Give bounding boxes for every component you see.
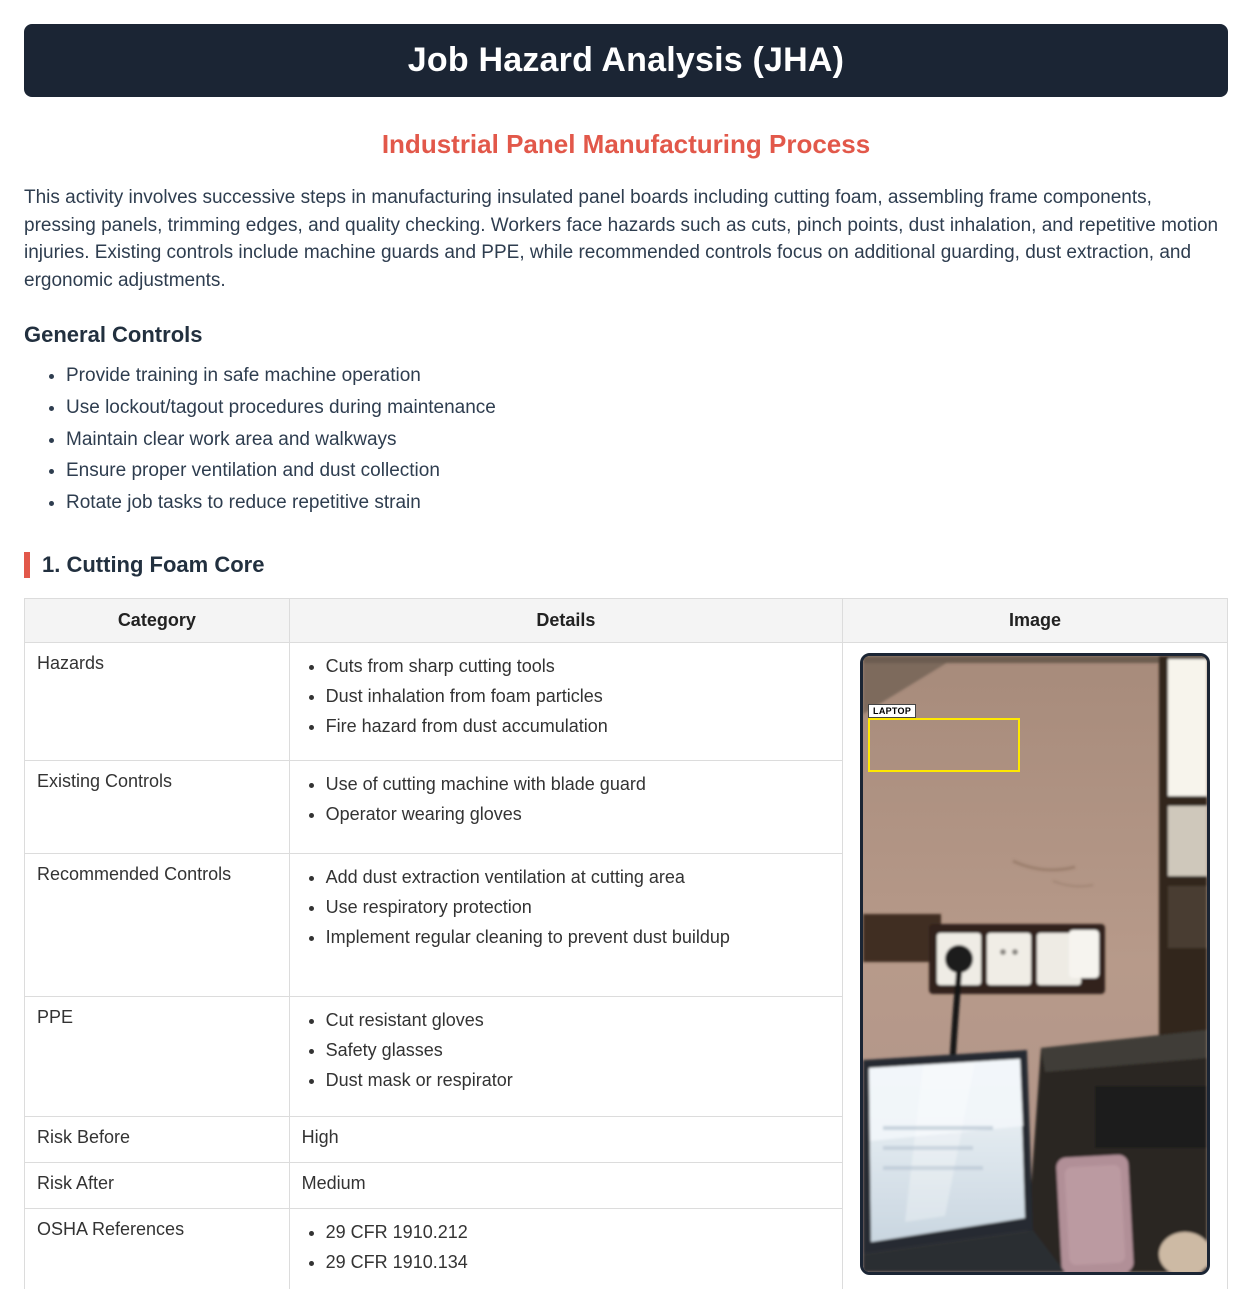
detail-item: • Dust mask or respirator: [326, 1069, 830, 1092]
details-list: [326, 773, 830, 827]
details-cell: [289, 996, 842, 1116]
col-header-category: Category: [25, 598, 290, 642]
detail-item: • 29 CFR 1910.212: [326, 1221, 830, 1244]
intro-paragraph: This activity involves successive steps in manufacturing insulated panel boards including cutting foam, assembling frame components, pressing panels, trimming edges, and quality checking. Workers face hazards such as cuts, pinch points, dust inhalation, and repetitive motion injuries. Existing controls include machine guards and PPE, while recommended controls focus on additional guarding, dust extraction, and ergonomic adjustments.: [24, 187, 1219, 291]
hazard-photo: [860, 653, 1210, 1275]
document-header: [24, 24, 1228, 97]
details-cell: [289, 642, 842, 760]
category-cell: PPE: [25, 996, 290, 1116]
detail-item: • Fire hazard from dust accumulation: [326, 715, 830, 738]
detection-label: LAPTOP: [868, 704, 916, 719]
section-1-heading: 1. Cutting Foam Core: [24, 552, 1228, 578]
detail-item: • Cuts from sharp cutting tools: [326, 655, 830, 678]
table-row-hazards: [25, 642, 1228, 760]
details-cell: [289, 853, 842, 996]
col-header-image: Image: [843, 598, 1228, 642]
category-cell: Risk Before: [25, 1116, 290, 1162]
category-cell: Risk After: [25, 1162, 290, 1208]
detail-item: • 29 CFR 1910.134: [326, 1251, 830, 1274]
detail-item: • Cut resistant gloves: [326, 1009, 830, 1032]
details-cell: [289, 1208, 842, 1289]
detail-item: • Implement regular cleaning to prevent dust buildup: [326, 926, 830, 949]
general-controls-list: [66, 364, 1228, 515]
category-cell: OSHA References: [25, 1208, 290, 1289]
table-header-row: [25, 598, 1228, 642]
detail-item: • Use of cutting machine with blade guard: [326, 773, 830, 796]
detection-bbox: [868, 718, 1020, 772]
details-list: [326, 1221, 830, 1275]
details-cell: [289, 760, 842, 853]
detail-item: • Use respiratory protection: [326, 896, 830, 919]
details-list: [326, 866, 830, 950]
image-cell: [843, 642, 1228, 1289]
details-list: [326, 655, 830, 739]
process-subtitle: Industrial Panel Manufacturing Process: [381, 129, 871, 159]
category-cell: Existing Controls: [25, 760, 290, 853]
col-header-details: Details: [289, 598, 842, 642]
category-cell: Hazards: [25, 642, 290, 760]
category-cell: Recommended Controls: [25, 853, 290, 996]
jha-table: [24, 598, 1228, 1289]
risk-after-value: Medium: [289, 1162, 842, 1208]
details-list: [326, 1009, 830, 1093]
detail-item: • Add dust extraction ventilation at cutting area: [326, 866, 830, 889]
detail-item: • Safety glasses: [326, 1039, 830, 1062]
general-control-item: • Provide training in safe machine operation: [66, 364, 1228, 389]
risk-before-value: High: [289, 1116, 842, 1162]
general-control-item: • Maintain clear work area and walkways: [66, 428, 1228, 453]
general-controls-heading: General Controls: [24, 322, 203, 348]
page-title: Job Hazard Analysis (JHA): [407, 41, 845, 79]
general-control-item: • Rotate job tasks to reduce repetitive strain: [66, 491, 1228, 516]
general-control-item: • Ensure proper ventilation and dust collection: [66, 459, 1228, 484]
detail-item: • Dust inhalation from foam particles: [326, 685, 830, 708]
detail-item: • Operator wearing gloves: [326, 803, 830, 826]
general-control-item: • Use lockout/tagout procedures during maintenance: [66, 396, 1228, 421]
